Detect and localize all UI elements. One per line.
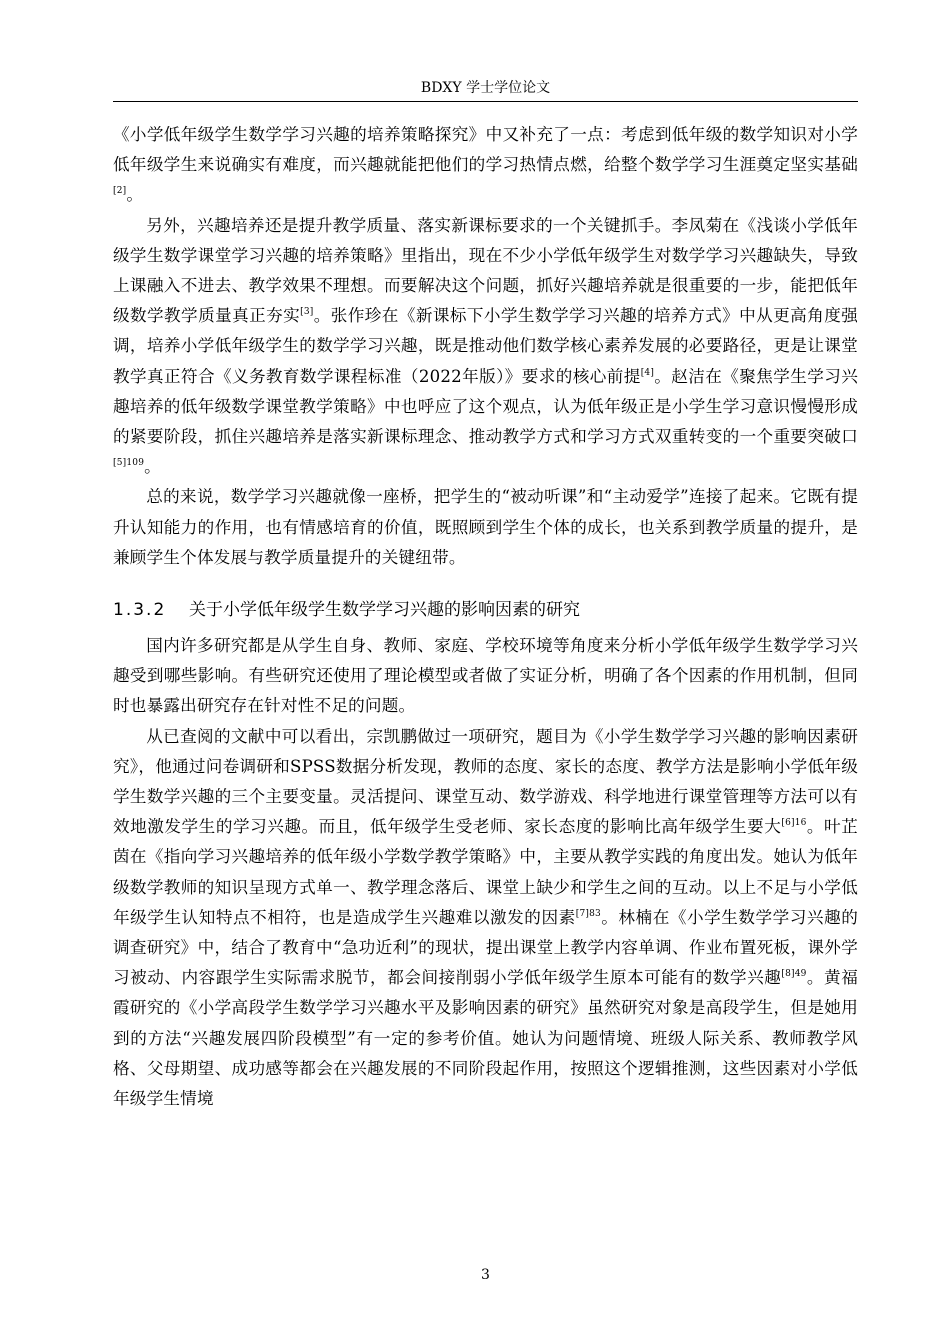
- citation-marker: [7]83: [575, 908, 601, 919]
- paragraph-text: 。赵洁在《聚焦学生学习兴趣培养的低年级数学课堂教学策略》中也呼应了这个观点，认为低年级正是小学生学习意识慢慢形成的紧要阶段，抓住兴趣培养是落实新课标理念、推动教学方式和学习方式双重转变的一个重要突破口: [113, 366, 858, 447]
- section-number: 1.3.2: [113, 600, 167, 621]
- paragraphs-before: [113, 120, 858, 573]
- paragraph: [113, 482, 858, 573]
- section-title: 关于小学低年级学生数学学习兴趣的影响因素的研究: [189, 600, 580, 621]
- paragraph-text: 另外，兴趣培养还是提升教学质量、落实新课标要求的一个关键抓手。李凤菊在《浅谈小学低年级学生数学课堂学习兴趣的培养策略》里指出，现在不少小学低年级学生对数学学习兴趣缺失，导致上课融入不进去、教学效果不理想。而要解决这个问题，抓好兴趣培养就是很重要的一步，能把低年级数学教学质量真正夯实: [113, 215, 858, 326]
- running-header: BDXY 学士学位论文: [420, 80, 551, 96]
- page-body: [113, 120, 858, 1114]
- section-heading: [113, 595, 858, 625]
- paragraph-text: 。叶芷茵在《指向学习兴趣培养的低年级小学数学教学策略》中，主要从教学实践的角度出发。她认为低年级数学教师的知识呈现方式单一、教学理念落后、课堂上缺少和学生之间的互动。以上不足与小学低年级学生认知特点不相符，也是造成学生兴趣难以激发的因素: [113, 817, 858, 927]
- paragraph-text: 。: [126, 185, 144, 205]
- paragraph-text: 国内许多研究都是从学生自身、教师、家庭、学校环境等角度来分析小学低年级学生数学学习兴趣受到哪些影响。有些研究还使用了理论模型或者做了实证分析，明确了各个因素的作用机制，但同时也暴露出研究存在针对性不足的问题。: [113, 636, 858, 716]
- paragraph-text: 总的来说，数学学习兴趣就像一座桥，把学生的“被动听课”和“主动爱学”连接了起来。它既有提升认知能力的作用，也有情感培育的价值，既照顾到学生个体的成长，也关系到教学质量的提升，是兼顾学生个体发展与教学质量提升的关键纽带。: [113, 487, 858, 567]
- page-number: 3: [481, 1267, 490, 1283]
- paragraph: [113, 120, 858, 211]
- citation-marker: [8]49: [781, 969, 807, 980]
- header-rule: [113, 101, 858, 102]
- paragraph: [113, 211, 858, 483]
- paragraphs-after: [113, 631, 858, 1114]
- paragraph: [113, 722, 858, 1115]
- paragraph-text: 。黄福霞研究的《小学高段学生数学学习兴趣水平及影响因素的研究》虽然研究对象是高段学生，但是她用到的方法“兴趣发展四阶段模型”有一定的参考价值。她认为问题情境、班级人际关系、教师教学风格、父母期望、成功感等都会在兴趣发展的不同阶段起作用，按照这个逻辑推测，这些因素对小学低年级学生情境: [113, 968, 858, 1109]
- paragraph-text: 《小学低年级学生数学学习兴趣的培养策略探究》中又补充了一点：考虑到低年级的数学知识对小学低年级学生来说确实有难度，而兴趣就能把他们的学习热情点燃，给整个数学学习生涯奠定坚实基础: [113, 125, 858, 175]
- paragraph-text: 从已查阅的文献中可以看出，宗凯鹏做过一项研究，题目为《小学生数学学习兴趣的影响因素研究》，他通过问卷调研和SPSS数据分析发现，教师的态度、家长的态度、教学方法是影响小学低年级学生数学兴趣的三个主要变量。灵活提问、课堂互动、数学游戏、科学地进行课堂管理等方法可以有效地激发学生的学习兴趣。而且，低年级学生受老师、家长态度的影响比高年级学生要大: [113, 726, 858, 837]
- citation-marker: [4]: [640, 367, 655, 378]
- paragraph-text: 。: [144, 457, 161, 477]
- citation-marker: [2]: [113, 186, 127, 197]
- citation-marker: [5]109: [113, 458, 145, 469]
- citation-marker: [6]16: [781, 818, 807, 829]
- citation-marker: [3]: [300, 307, 314, 318]
- paragraph-text: 。林楠在《小学生数学学习兴趣的调查研究》中，结合了教育中“急功近利”的现状，提出课堂上教学内容单调、作业布置死板，课外学习被动、内容跟学生实际需求脱节，都会间接削弱小学低年级学生原本可能有的数学兴趣: [113, 907, 859, 988]
- paragraph: [113, 631, 858, 722]
- paragraph-text: 。张作珍在《新课标下小学生数学学习兴趣的培养方式》中从更高角度强调，培养小学低年级学生的数学学习兴趣，既是推动他们数学核心素养发展的必要路径，更是让课堂教学真正符合《义务教育数学课程标准（2022年版）》要求的核心前提: [113, 306, 858, 386]
